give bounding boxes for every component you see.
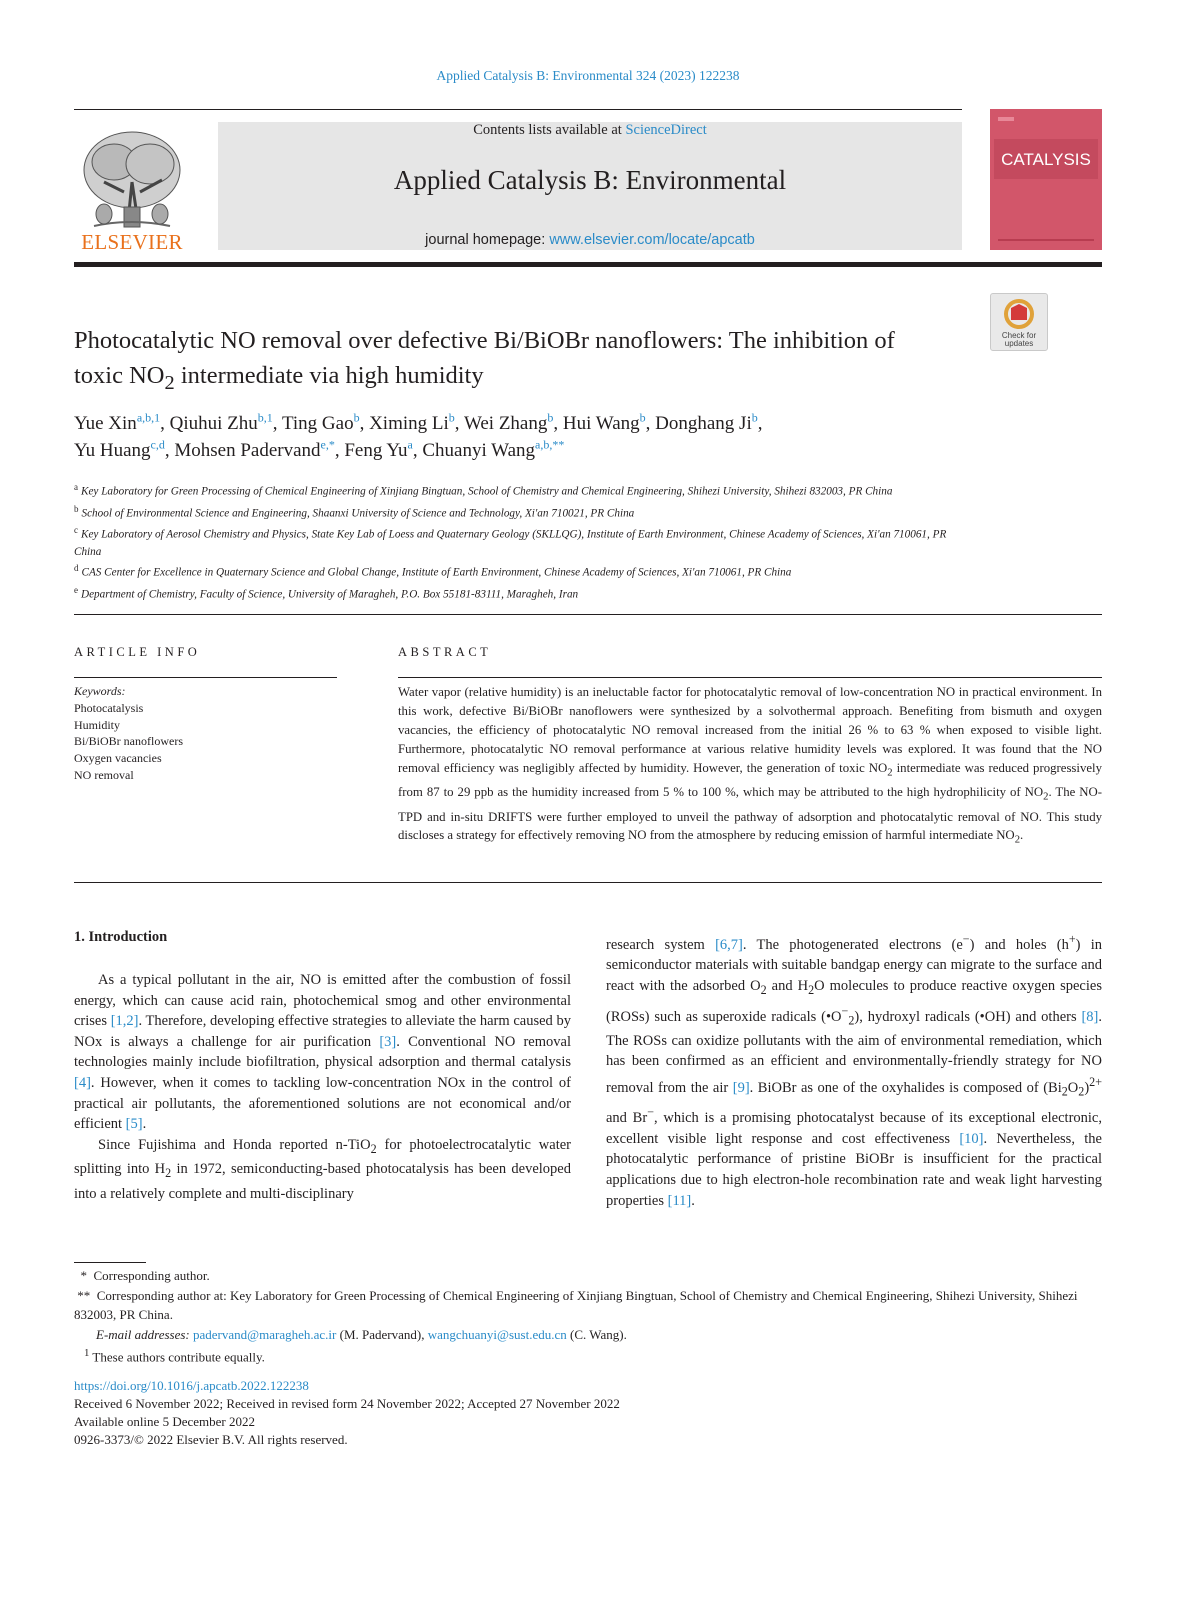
- footnotes: [74, 1266, 1102, 1367]
- author[interactable]: Mohsen Padervand$^{e,*}$: [174, 437, 335, 461]
- body-divider: [74, 882, 1102, 883]
- paragraph: As a typical pollutant in the air, NO is emitted after the combustion of fossil energy, which can cause acid rain, photochemical smog and other environmental crises [1,2]. Therefore, developing effective strategies to alleviate the harm caused by NOx is always a challenge for air purification [3]. Conventional NO removal technologies mainly include biofiltration, physical adsorption and thermal catalysis [4]. However, when it comes to tackling low-concentration NOx in the control of practical air pollutants, the aforementioned solutions are not economical and/or efficient [5].: [74, 972, 571, 1133]
- author[interactable]: Feng Yu$^a$: [344, 437, 413, 461]
- author[interactable]: Hui Wang$^b$: [562, 410, 646, 434]
- doi-link[interactable]: https://doi.org/10.1016/j.apcatb.2022.122238: [74, 1378, 309, 1393]
- contents-prefix: Contents lists available at: [473, 122, 626, 138]
- body-column-right: [606, 929, 1102, 1211]
- affiliation: $^e$ Department of Chemistry, Faculty of Science, University of Maragheh, P.O. Box 55181-83111, Maragheh, Iran: [74, 584, 579, 601]
- contents-line: [218, 122, 962, 139]
- keyword: Humidity: [74, 717, 121, 732]
- footnote-corresponding: * Corresponding author.: [74, 1268, 210, 1283]
- affiliation: $^c$ Key Laboratory of Aerosol Chemistry and Physics, State Key Lab of Loess and Quaternary Geology (SKLLQG), Institute of Earth Environment, Chinese Academy of Sciences, Xi'an 710061, PR China: [74, 525, 947, 558]
- author[interactable]: Ting Gao$^b$: [281, 410, 360, 434]
- check-for-updates-badge[interactable]: [990, 293, 1048, 351]
- masthead-thick-rule: [74, 262, 1102, 267]
- elsevier-wordmark: ELSEVIER: [81, 230, 183, 254]
- footnote-rule: [74, 1262, 146, 1263]
- email-link[interactable]: padervand@maragheh.ac.ir: [193, 1326, 337, 1342]
- reference-link[interactable]: [3]: [379, 1033, 397, 1050]
- section-divider: [74, 614, 1102, 615]
- affiliation: $^b$ School of Environmental Science and Engineering, Shaanxi University of Science and Technology, Xi'an 710021, PR China: [74, 503, 635, 520]
- body-column-left: [74, 970, 571, 1204]
- author[interactable]: Ximing Li$^b$: [369, 410, 455, 434]
- keyword: Oxygen vacancies: [74, 751, 162, 766]
- title-part-2: intermediate via high humidity: [174, 362, 484, 389]
- affiliation: $^a$ Key Laboratory for Green Processing of Chemical Engineering of Xinjiang Bingtuan, School of Chemistry and Chemical Engineering, Shihezi University, Shihezi 832003, PR China: [74, 482, 893, 498]
- running-header-citation[interactable]: Applied Catalysis B: Environmental 324 (2023) 122238: [436, 68, 740, 83]
- reference-link[interactable]: [10]: [959, 1130, 984, 1147]
- abstract-text: Water vapor (relative humidity) is an ineluctable factor for photocatalytic removal of low-concentration NO in practical environment. In this work, defective Bi/BiOBr nanoflowers were synthesized by a solvothermal approach. Benefiting from bismuth and oxygen vacancies, the efficiency of photocatalytic NO removal increased from the initial 26 % to 63 % when exposed to visible light. Furthermore, photocatalytic NO removal performance at various relative humidity levels was explored. It was found that the NO removal efficiency was negligibly affected by humidity. However, the generation of toxic $NO_2$ intermediate was reduced progressively from 87 to 29 ppb as the humidity increased from 5 % to 100 %, which may be attributed to the high hydrophilicity of $NO_2$. The NO-TPD and in-situ DRIFTS were further employed to unveil the pathway of adsorption and photocatalytic removal of NO. This study discloses a strategy for effectively removing NO from the atmosphere by reducing emission of harmful intermediate $NO_2$.: [398, 685, 1102, 846]
- title-part-1: Photocatalytic NO removal over defective Bi/BiOBr nanoflowers: The inhibition of toxic NO: [74, 327, 895, 389]
- masthead-rule: [74, 109, 962, 110]
- article-info-heading: ARTICLE INFO: [74, 645, 201, 659]
- article-title: [74, 323, 934, 401]
- paragraph: research system [6,7]. The photogenerated electrons (e−) and holes (h+) in semiconductor materials with suitable bandgap energy can migrate to the surface and react with the adsorbed $O_2$ and $H_2O$ molecules to produce reactive oxygen species (ROSs) such as superoxide radicals $(•O^-_2)$, hydroxyl radicals (•OH) and others [8]. The ROSs can oxidize pollutants with the aim of environmental remediation, which has been confirmed as an efficient and environmentally-friendly strategy for NO removal from the air [9]. BiOBr as one of the oxyhalides is composed of $(Bi_2O_2)^{2+}$ and Br−, which is a promising photocatalyst because of its exceptional electronic, excellent visible light response and cost effectiveness [10]. Nevertheless, the photocatalytic performance of pristine BiOBr is insufficient for the practical applications due to high electron-hole recombination rate and weak light harvesting properties [11].: [606, 932, 1103, 1209]
- reference-link[interactable]: [8]: [1081, 1008, 1099, 1025]
- affiliation: $^d$ CAS Center for Excellence in Quaternary Science and Global Change, Institute of Earth Environment, Chinese Academy of Sciences, Xi'an 710061, PR China: [74, 563, 792, 580]
- abstract-rule: [398, 677, 1102, 678]
- abstract-heading: ABSTRACT: [398, 645, 492, 659]
- bookmark-icon: [1011, 304, 1027, 320]
- reference-link[interactable]: [4]: [74, 1074, 91, 1091]
- copyright: 0926-3373/© 2022 Elsevier B.V. All rights reserved.: [74, 1432, 348, 1447]
- author[interactable]: Chuanyi Wang$^{a,b,**}$: [422, 437, 565, 461]
- journal-title: Applied Catalysis B: Environmental: [393, 165, 787, 195]
- journal-homepage-link[interactable]: www.elsevier.com/locate/apcatb: [549, 232, 755, 248]
- paragraph: Since Fujishima and Honda reported n-TiO$_2$ for photoelectrocatalytic water splitting into $H_2$ in 1972, semiconducting-based photocatalysis has been developed into a relatively complete and multi-disciplinary: [74, 1136, 571, 1202]
- title-subscript: 2: [164, 371, 175, 394]
- keywords-label: Keywords:: [74, 684, 126, 698]
- received-dates: Received 6 November 2022; Received in revised form 24 November 2022; Accepted 27 November 2022: [74, 1396, 620, 1411]
- author-list: Yue Xin$^{a,b,1}$, Qiuhui Zhu$^{b,1}$, Ting Gao$^b$, Ximing Li$^b$, Wei Zhang$^b$, Hui Wang$^b$, Donghang Ji$^b$, Yu Huang$^{c,d}$, Mohsen Padervand$^{e,*}$, Feng Yu$^a$, Chuanyi Wang$^{a,b,**}$: [74, 410, 763, 461]
- author[interactable]: Donghang Ji$^b$: [655, 410, 758, 434]
- introduction-heading: 1. Introduction: [74, 929, 168, 945]
- reference-link[interactable]: [5]: [125, 1116, 143, 1133]
- author[interactable]: Yue Xin$^{a,b,1}$: [74, 410, 161, 434]
- footnote-equal: $^1$ These authors contribute equally.: [84, 1347, 265, 1365]
- reference-link[interactable]: [1,2]: [110, 1013, 139, 1030]
- affiliations: [74, 479, 964, 603]
- keyword: Bi/BiOBr nanoflowers: [74, 734, 183, 749]
- cover-title: CATALYSIS: [1001, 150, 1091, 169]
- author[interactable]: Yu Huang$^{c,d}$: [74, 437, 165, 461]
- available-online: Available online 5 December 2022: [74, 1414, 255, 1429]
- reference-link[interactable]: [9]: [732, 1079, 750, 1096]
- article-info-rule: [74, 677, 337, 678]
- footnote-corresponding-2: ** Corresponding author at: Key Laboratory for Green Processing of Chemical Engineering of Xinjiang Bingtuan, School of Chemistry and Chemical Engineering, Shihezi University, Shihezi 832003, PR China.: [74, 1287, 1081, 1322]
- keyword: Photocatalysis: [74, 700, 144, 715]
- author[interactable]: Wei Zhang$^b$: [463, 410, 554, 434]
- journal-masthead: [218, 122, 962, 250]
- publication-info: [74, 1377, 1102, 1449]
- email-link[interactable]: wangchuanyi@sust.edu.cn: [427, 1326, 567, 1342]
- homepage-prefix: journal homepage:: [425, 232, 550, 248]
- footnote-emails: E-mail addresses: padervand@maragheh.ac.ir (M. Padervand), wangchuanyi@sust.edu.cn (C. Wang).: [96, 1326, 627, 1342]
- author[interactable]: Qiuhui Zhu$^{b,1}$: [169, 410, 273, 434]
- reference-link[interactable]: [11]: [667, 1192, 692, 1209]
- keyword: NO removal: [74, 767, 134, 782]
- check-updates-label: Check for: [1001, 331, 1037, 340]
- journal-cover-image[interactable]: [990, 109, 1102, 250]
- sciencedirect-link[interactable]: ScienceDirect: [625, 122, 707, 138]
- reference-link[interactable]: [6,7]: [715, 936, 743, 953]
- keywords-block: [74, 683, 337, 784]
- check-updates-label-2: updates: [1004, 339, 1034, 348]
- homepage-line: [218, 232, 962, 248]
